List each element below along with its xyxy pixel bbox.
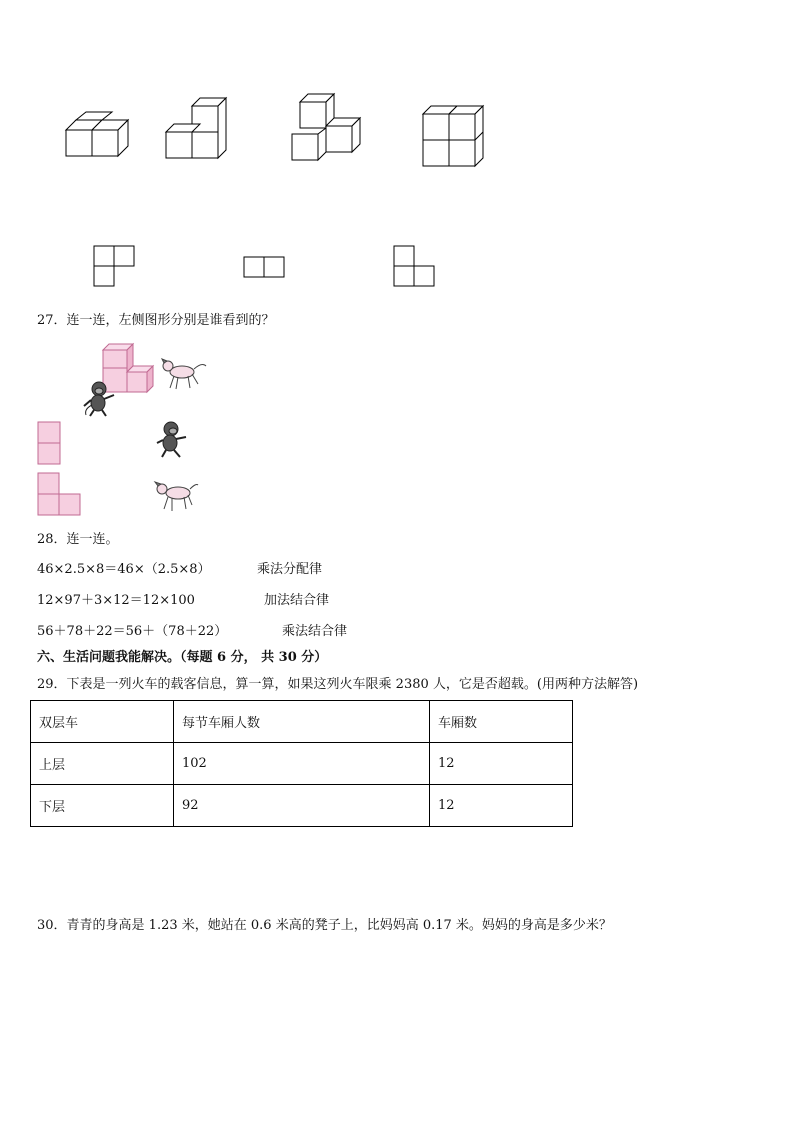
question-30-text: 30．青青的身高是 1.23 米，她站在 0.6 米高的凳子上，比妈妈高 0.17 米。妈妈的身高是多少米？ xyxy=(37,918,612,933)
cube-solid-2 xyxy=(164,98,230,162)
question-29-text: 29．下表是一列火车的载客信息，算一算，如果这列火车限乘 2380 人，它是否超载。(用两种方法解答) xyxy=(37,677,639,692)
law-option-2: 加法结合律 xyxy=(264,593,330,608)
table-header-row xyxy=(31,701,573,743)
section-6-heading: 六、生活问题我能解决。（每题 6 分， 共 30 分） xyxy=(37,650,328,665)
flat-view-2 xyxy=(243,256,287,280)
dog-icon-2 xyxy=(152,479,200,515)
table-cell: 12 xyxy=(430,785,573,827)
monkey-icon xyxy=(82,381,116,417)
equation-1: 46×2.5×8＝46×（2.5×8） xyxy=(37,562,211,577)
flat-view-3 xyxy=(393,245,437,289)
law-option-3: 乘法结合律 xyxy=(282,624,348,639)
table-header-cell: 双层车 xyxy=(31,701,174,743)
table-cell: 上层 xyxy=(31,743,174,785)
law-option-1: 乘法分配律 xyxy=(257,562,323,577)
monkey-icon-2 xyxy=(154,421,188,459)
pink-view-l-shape xyxy=(37,472,83,518)
table-cell: 102 xyxy=(174,743,430,785)
pink-view-vertical xyxy=(37,421,63,467)
table-cell: 12 xyxy=(430,743,573,785)
cube-solid-1 xyxy=(62,112,132,162)
table-cell: 下层 xyxy=(31,785,174,827)
table-header-cell: 每节车厢人数 xyxy=(174,701,430,743)
train-capacity-table xyxy=(30,700,573,827)
cube-solid-4 xyxy=(421,106,485,168)
table-header-cell: 车厢数 xyxy=(430,701,573,743)
table-row xyxy=(31,743,573,785)
equation-2: 12×97＋3×12＝12×100 xyxy=(37,593,195,608)
cube-solid-3 xyxy=(290,94,362,164)
flat-view-1 xyxy=(93,245,137,289)
dog-icon xyxy=(160,356,208,392)
table-cell: 92 xyxy=(174,785,430,827)
question-27-text: 27．连一连，左侧图形分别是谁看到的？ xyxy=(37,313,275,328)
equation-3: 56＋78＋22＝56＋（78＋22） xyxy=(37,624,228,639)
question-28-text: 28．连一连。 xyxy=(37,532,119,547)
table-row xyxy=(31,785,573,827)
